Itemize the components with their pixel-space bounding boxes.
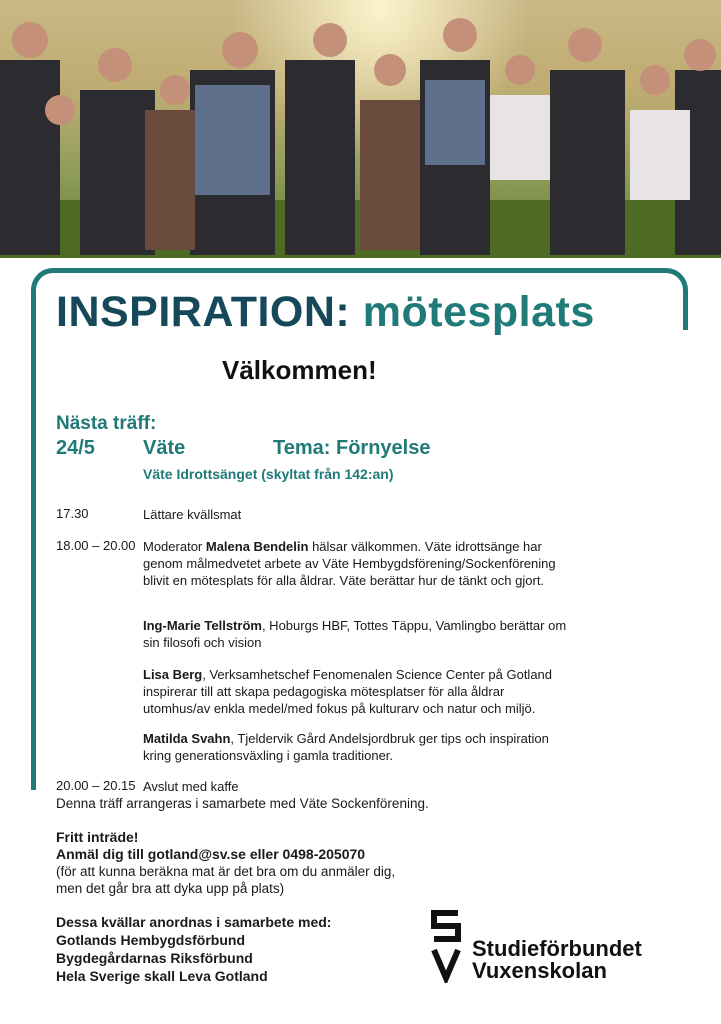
register-info: Anmäl dig till gotland@sv.se eller 0498-205070: [56, 846, 366, 862]
speaker-name: Matilda Svahn: [143, 731, 231, 746]
schedule-text: Avslut med kaffe: [143, 779, 239, 794]
register-note: (för att kunna beräkna mat är det bra om du anmäler dig,: [56, 864, 396, 879]
speaker-block: Lisa Berg, Verksamhetschef Fenomenalen Science Center på Gotland inspirerar till att skapa pedagogiska mötesplatser för alla åldrar utomhus/av enkla medel/med fokus på kulturarv och natur och miljö.: [143, 667, 553, 716]
partner-item: Hela Sverige skall Leva Gotland: [56, 968, 268, 984]
sv-mark-icon: [434, 913, 458, 978]
event-venue: Väte Idrottsänget (skyltat från 142:an): [143, 466, 394, 482]
partner-item: Gotlands Hembygdsförbund: [56, 932, 245, 948]
sv-logo: [428, 908, 668, 988]
schedule-time: 17.30: [56, 506, 89, 521]
schedule-text: Moderator Malena Bendelin hälsar välkommen. Väte idrottsänge har genom målmedvetet arbete av Väte Hembygdsförening/Sockenförening blivit en mötesplats för alla åldrar. Väte berättar hur de tänkt och gjort.: [143, 539, 556, 588]
logo-line1: Studieförbundet: [472, 936, 642, 961]
next-meeting-label: Nästa träff:: [56, 413, 157, 434]
schedule-time: 18.00 – 20.00: [56, 538, 136, 553]
page-title: [56, 288, 595, 337]
schedule-time: 20.00 – 20.15: [56, 778, 136, 793]
schedule-text: Lättare kvällsmat: [143, 507, 242, 522]
header-photo: [0, 0, 721, 258]
title-part1: INSPIRATION:: [56, 288, 351, 336]
event-place: Väte: [143, 437, 186, 459]
speaker-block: Ing-Marie Tellström, Hoburgs HBF, Tottes Täppu, Vamlingbo berättar om sin filosofi och vision: [143, 618, 567, 650]
event-theme: Tema: Förnyelse: [273, 437, 431, 459]
event-date: 24/5: [56, 437, 95, 459]
speaker-name: Malena Bendelin: [205, 539, 309, 554]
speaker-name: Ing-Marie Tellström: [143, 618, 262, 633]
speaker-name: Lisa Berg: [143, 667, 203, 682]
speaker-block: Matilda Svahn, Tjeldervik Gård Andelsjordbruk ger tips och inspiration kring generationsväxling i gamla traditioner.: [143, 731, 549, 763]
welcome-heading: Välkommen!: [222, 355, 377, 385]
partner-item: Bygdegårdarnas Riksförbund: [56, 950, 253, 966]
free-entry: Fritt inträde!: [56, 829, 139, 845]
arrangement-note: Denna träff arrangeras i samarbete med Väte Sockenförening.: [56, 796, 429, 811]
register-note: men det går bra att dyka upp på plats): [56, 881, 285, 896]
logo-line2: Vuxenskolan: [472, 958, 607, 983]
partners-heading: Dessa kvällar anordnas i samarbete med:: [56, 914, 332, 930]
title-part2: mötesplats: [362, 288, 595, 336]
